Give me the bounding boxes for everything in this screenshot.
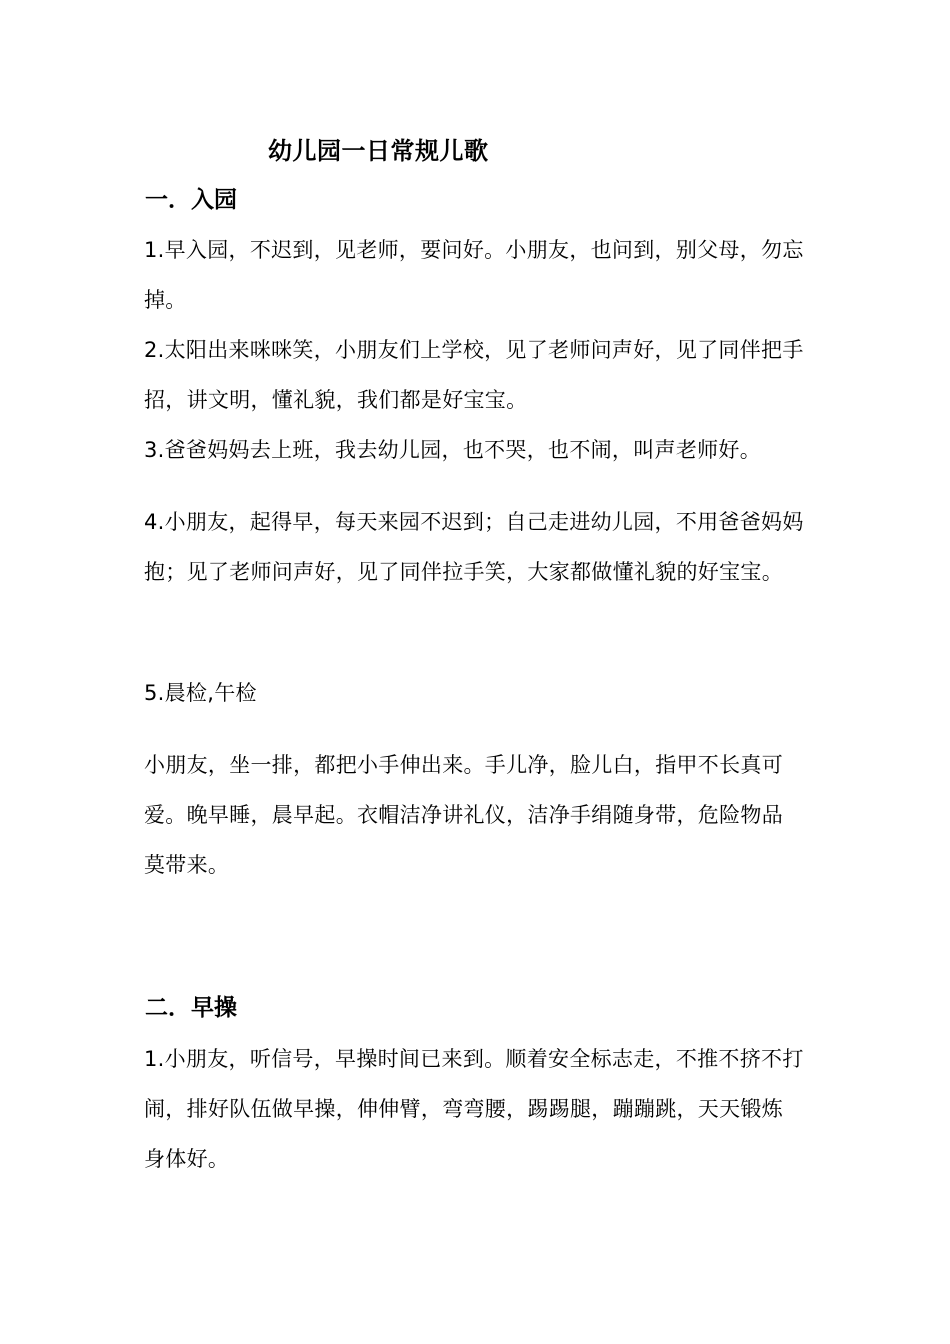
section-heading-entry: 一．入园	[145, 187, 237, 213]
paragraph: 4.小朋友，起得早，每天来园不迟到；自己走进幼儿园，不用爸爸妈妈抱；见了老师问声好，见了同伴拉手笑，大家都做懂礼貌的好宝宝。	[144, 510, 804, 584]
paragraph: 5.晨检,午检	[144, 681, 257, 705]
section-heading-morning-exercise: 二．早操	[145, 995, 237, 1021]
paragraph: 1.小朋友，听信号，早操时间已来到。顺着安全标志走，不推不挤不打闹，排好队伍做早操，伸伸臂，弯弯腰，踢踢腿，蹦蹦跳，天天锻炼身体好。	[144, 1047, 804, 1171]
paragraph: 2.太阳出来咪咪笑，小朋友们上学校，见了老师问声好，见了同伴把手招，讲文明，懂礼貌，我们都是好宝宝。	[144, 338, 804, 412]
page-title: 幼儿园一日常规儿歌	[268, 137, 489, 165]
paragraph: 3.爸爸妈妈去上班，我去幼儿园，也不哭，也不闹，叫声老师好。	[144, 438, 762, 462]
paragraph: 小朋友，坐一排，都把小手伸出来。手儿净，脸儿白，指甲不长真可爱。晚早睡，晨早起。衣帽洁净讲礼仪，洁净手绢随身带，危险物品莫带来。	[144, 753, 783, 877]
paragraph: 1.早入园，不迟到，见老师，要问好。小朋友，也问到，别父母，勿忘掉。	[144, 238, 804, 312]
